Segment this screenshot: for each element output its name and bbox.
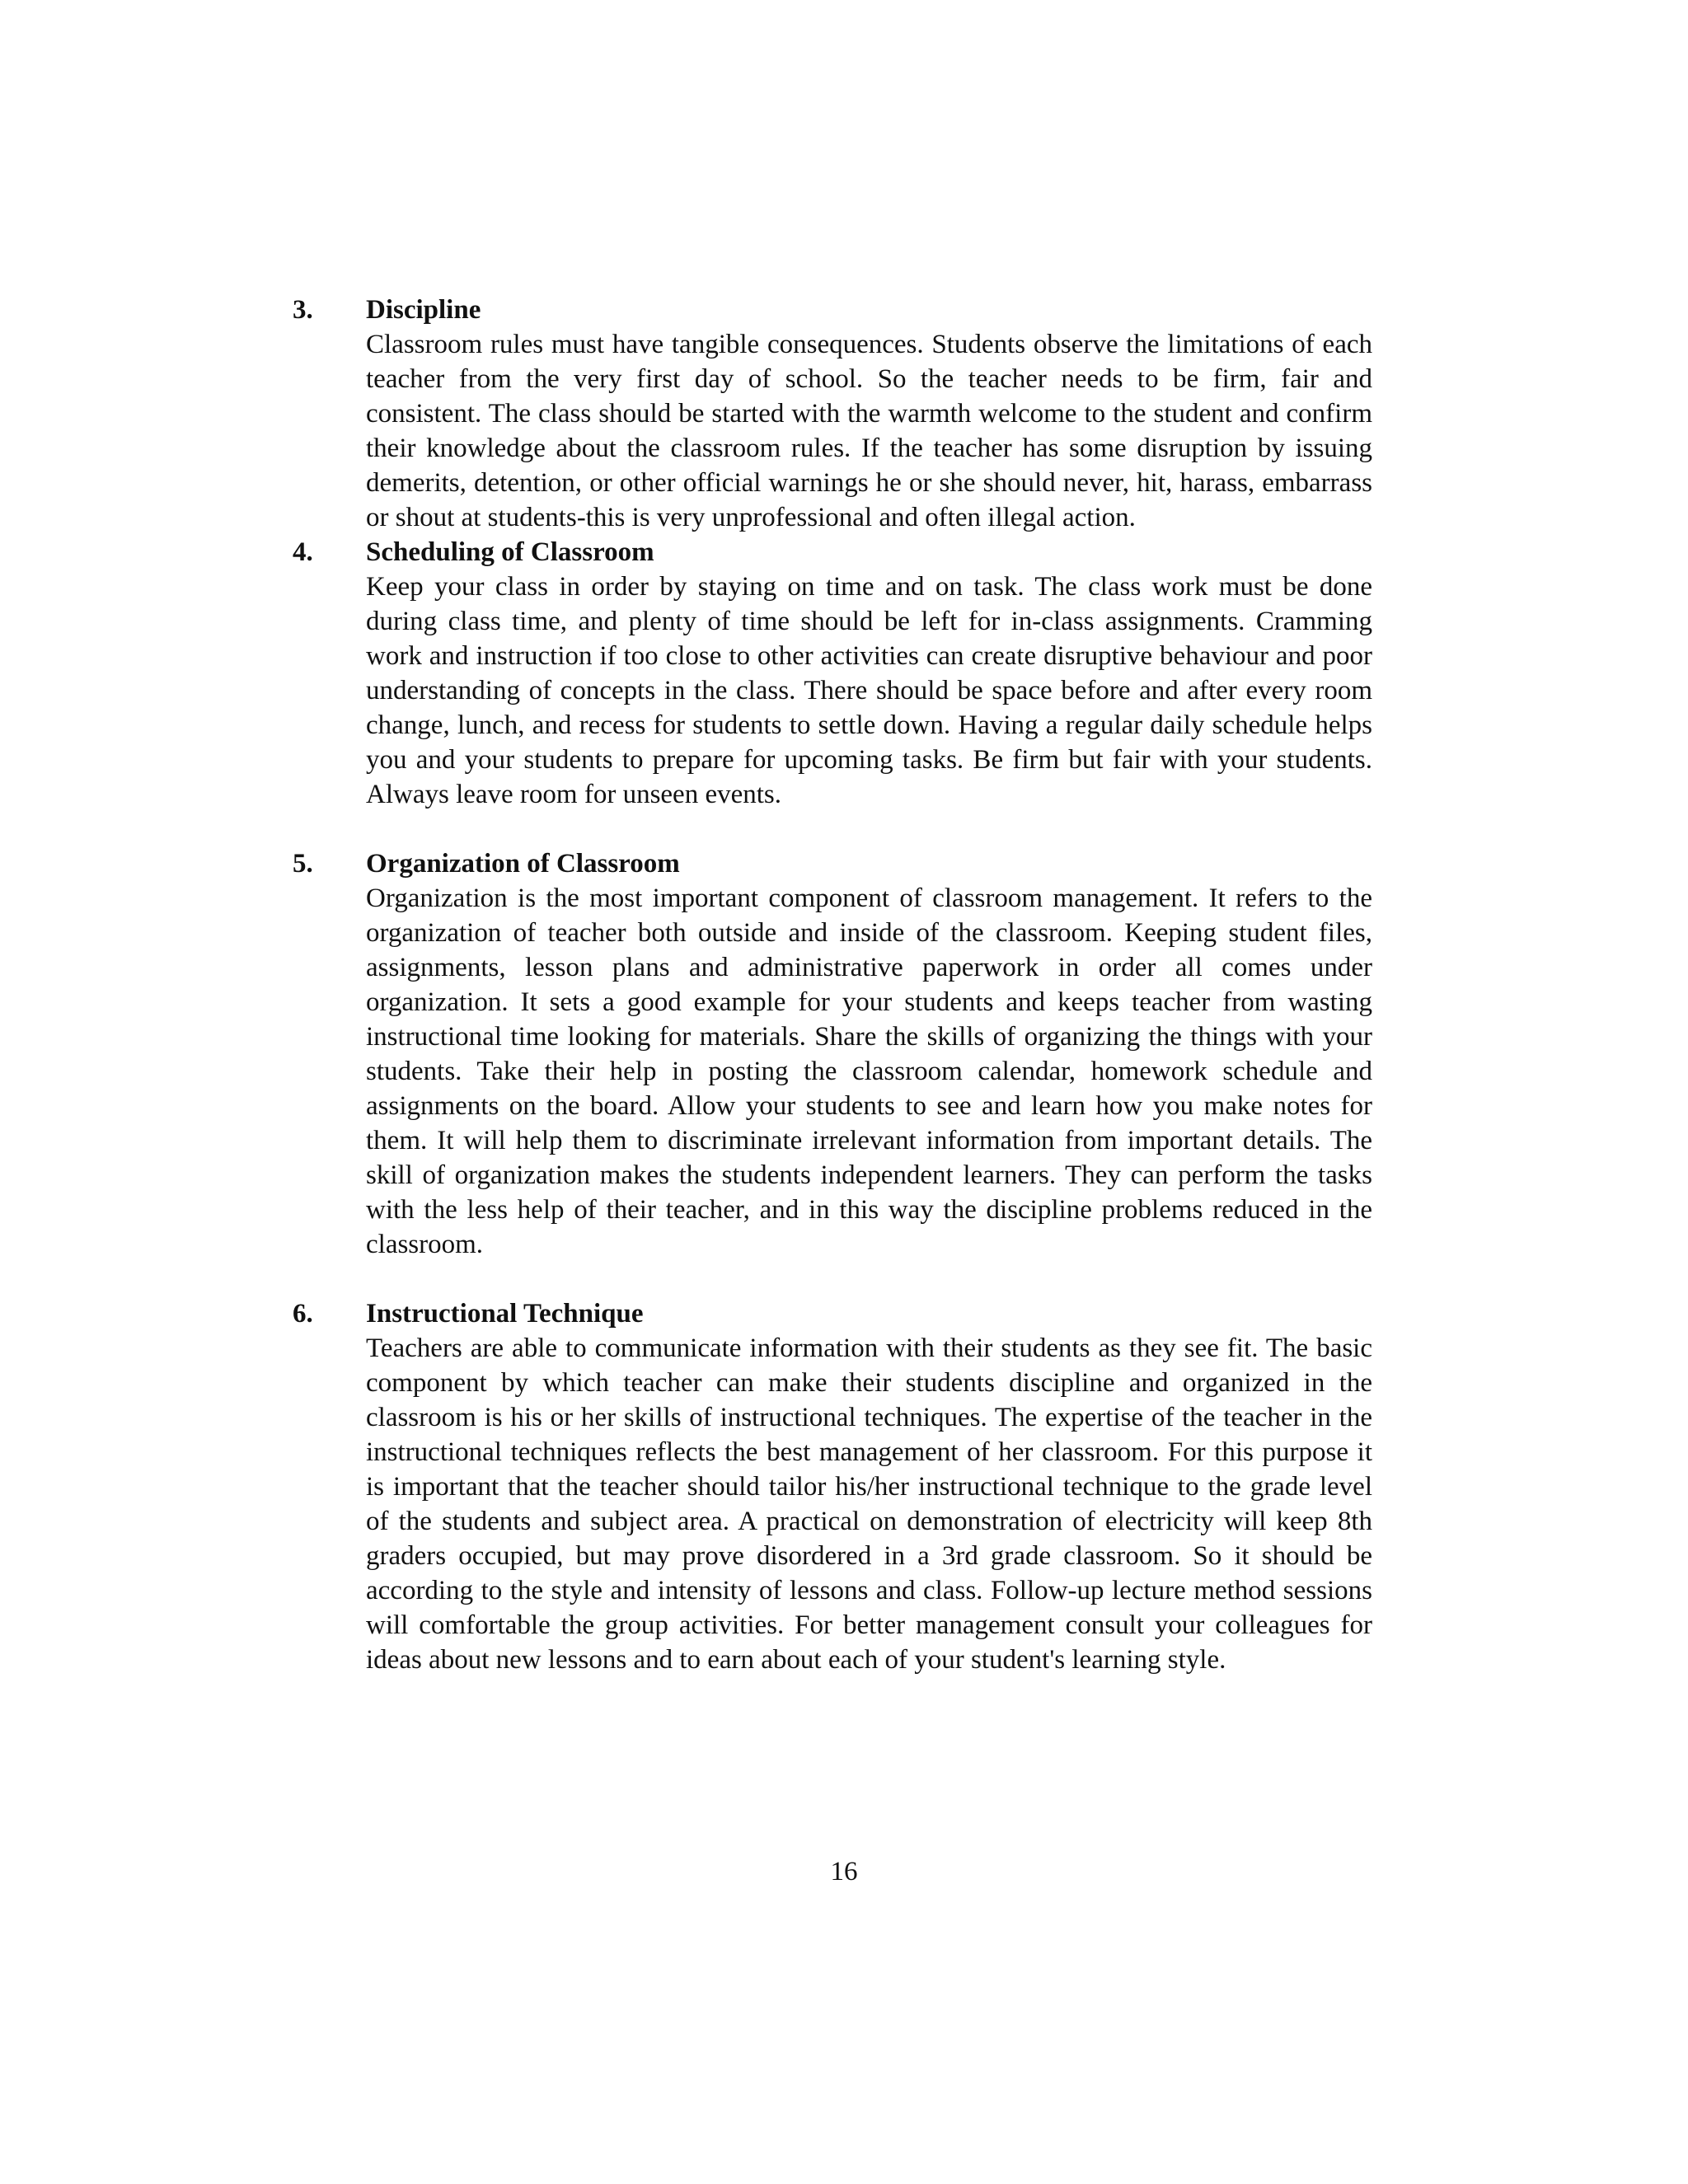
section-number: 5. xyxy=(293,849,313,879)
section-discipline xyxy=(293,293,1372,535)
section-scheduling-of-classroom xyxy=(293,535,1372,812)
section-number: 3. xyxy=(293,295,313,325)
section-heading: Instructional Technique xyxy=(366,1299,644,1329)
section-body: Organization is the most important component of classroom management. It refers to the organization of teacher both outside and inside of the classroom. Keeping student files, assignments, lesson plans and administrative paperwork in order all comes under organization. It sets a good example for your students and keeps teacher from wasting instructional time looking for materials. Share the skills of organizing the things with your students. Take their help in posting the classroom calendar, homework schedule and assignments on the board. Allow your students to see and learn how you make notes for them. It will help them to discriminate irrelevant information from important details. The skill of organization makes the students independent learners. They can perform the tasks with the less help of their teacher, and in this way the discipline problems reduced in the classroom. xyxy=(366,883,1372,1259)
section-number: 4. xyxy=(293,537,313,567)
section-heading: Discipline xyxy=(366,295,481,325)
section-body: Teachers are able to communicate information with their students as they see fit. The basic component by which teacher can make their students discipline and organized in the classroom is his or her skills of instructional techniques. The expertise of the teacher in the instructional techniques reflects the best management of her classroom. For this purpose it is important that the teacher should tailor his/her instructional technique to the grade level of the students and subject area. A practical on demonstration of electricity will keep 8th graders occupied, but may prove disordered in a 3rd grade classroom. So it should be according to the style and intensity of lessons and class. Follow-up lecture method sessions will comfortable the group activities. For better management consult your colleagues for ideas about new lessons and to earn about each of your student's learning style. xyxy=(366,1333,1372,1675)
section-instructional-technique xyxy=(293,1296,1372,1677)
section-number: 6. xyxy=(293,1299,313,1329)
section-body: Classroom rules must have tangible consequences. Students observe the limitations of each teacher from the very first day of school. So the teacher needs to be firm, fair and consistent. The class should be started with the warmth welcome to the student and confirm their knowledge about the classroom rules. If the teacher has some disruption by issuing demerits, detention, or other official warnings he or she should never, hit, harass, embarrass or shout at students-this is very unprofessional and often illegal action. xyxy=(366,330,1372,532)
page-content xyxy=(293,293,1372,1677)
section-body: Keep your class in order by staying on time and on task. The class work must be done during class time, and plenty of time should be left for in-class assignments. Cramming work and instruction if too close to other activities can create disruptive behaviour and poor understanding of concepts in the class. There should be space before and after every room change, lunch, and recess for students to settle down. Having a regular daily schedule helps you and your students to prepare for upcoming tasks. Be firm but fair with your students. Always leave room for unseen events. xyxy=(366,572,1372,809)
section-heading: Scheduling of Classroom xyxy=(366,537,654,567)
section-heading: Organization of Classroom xyxy=(366,849,680,879)
page-number: 16 xyxy=(830,1857,858,1886)
section-organization-of-classroom xyxy=(293,846,1372,1262)
